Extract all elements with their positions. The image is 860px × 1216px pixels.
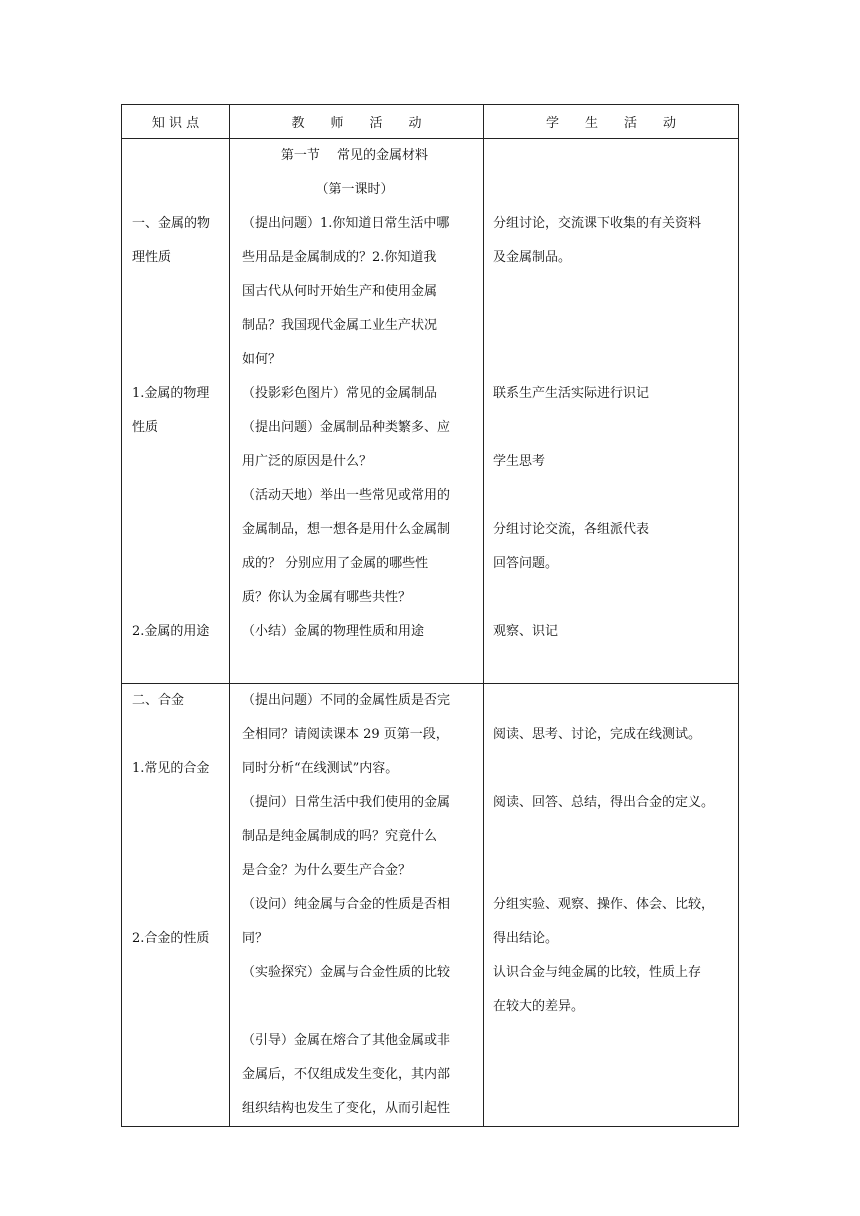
- text-line: [122, 547, 229, 581]
- text-line: [484, 684, 738, 718]
- text-line: [484, 1024, 738, 1058]
- text-line: 分组讨论交流，各组派代表: [493, 522, 650, 537]
- text-line: [122, 1092, 229, 1126]
- text-line: [484, 309, 738, 343]
- text-line: [122, 1024, 229, 1058]
- text-line: [122, 139, 229, 173]
- text-line: 金属后，不仅组成发生变化，其内部: [242, 1067, 451, 1082]
- text-line: 第一节 常见的金属材料: [280, 148, 429, 163]
- teacher-activity-cell: [230, 684, 484, 1127]
- text-line: 质？你认为金属有哪些共性？: [242, 590, 412, 605]
- text-line: （实验探究）金属与合金性质的比较: [242, 965, 451, 980]
- text-line: 回答问题。: [493, 556, 559, 571]
- text-line: 如何？: [242, 352, 282, 367]
- text-line: 得出结论。: [493, 931, 559, 946]
- text-line: 二、合金: [132, 693, 185, 708]
- text-line: 1.常见的合金: [132, 761, 210, 776]
- text-line: 全相同？请阅读课本 29 页第一段，: [242, 727, 449, 742]
- text-line: 2.金属的用途: [132, 624, 210, 639]
- text-line: 用广泛的原因是什么？: [242, 454, 373, 469]
- text-line: 性质: [132, 420, 159, 435]
- lesson-plan-table: [121, 104, 739, 1127]
- text-line: （提出问题）不同的金属性质是否完: [242, 693, 451, 708]
- text-line: [122, 820, 229, 854]
- text-line: [484, 581, 738, 615]
- text-line: 及金属制品。: [493, 250, 572, 265]
- text-line: [122, 1058, 229, 1092]
- text-line: 金属制品，想一想各是用什么金属制: [242, 522, 451, 537]
- text-line: [122, 990, 229, 1024]
- header-student-activity: 学 生 活 动: [484, 105, 739, 139]
- text-line: [122, 275, 229, 309]
- text-line: [484, 1058, 738, 1092]
- text-line: 联系生产生活实际进行识记: [493, 386, 650, 401]
- text-line: [484, 343, 738, 377]
- text-line: （小结）金属的物理性质和用途: [242, 624, 425, 639]
- text-line: 是合金？为什么要生产合金？: [242, 863, 412, 878]
- text-line: （第一课时）: [315, 182, 394, 197]
- text-line: 制品？我国现代金属工业生产状况: [242, 318, 438, 333]
- text-line: 认识合金与纯金属的比较，性质上存: [493, 965, 702, 980]
- text-line: [122, 854, 229, 888]
- table-header-row: [122, 105, 739, 139]
- knowledge-point-cell: [122, 684, 230, 1127]
- text-line: [484, 854, 738, 888]
- text-line: 理性质: [132, 250, 172, 265]
- text-line: [122, 581, 229, 615]
- text-line: [122, 513, 229, 547]
- text-line: 学生思考: [493, 454, 546, 469]
- text-line: 同时分析“在线测试”内容。: [242, 761, 399, 776]
- text-line: [484, 1092, 738, 1126]
- text-line: 观察、识记: [493, 624, 559, 639]
- text-line: （设问）纯金属与合金的性质是否相: [242, 897, 451, 912]
- text-line: 分组实验、观察、操作、体会、比较，: [493, 897, 715, 912]
- text-line: 些用品是金属制成的？2.你知道我: [242, 250, 437, 265]
- text-line: 阅读、回答、总结，得出合金的定义。: [493, 795, 715, 810]
- text-line: [122, 786, 229, 820]
- table-row: [122, 684, 739, 1127]
- text-line: [122, 718, 229, 752]
- text-line: （提出问题）1.你知道日常生活中哪: [242, 216, 450, 231]
- text-line: （提出问题）金属制品种类繁多、应: [242, 420, 451, 435]
- student-activity-cell: [484, 139, 739, 684]
- text-line: [122, 956, 229, 990]
- text-line: [122, 445, 229, 479]
- teacher-activity-cell: [230, 139, 484, 684]
- text-line: [122, 173, 229, 207]
- text-line: [122, 479, 229, 513]
- text-line: [122, 343, 229, 377]
- header-knowledge-point: 知 识 点: [122, 105, 230, 139]
- text-line: [484, 820, 738, 854]
- text-line: [122, 309, 229, 343]
- text-line: 制品是纯金属制成的吗？究竟什么: [242, 829, 438, 844]
- text-line: （引导）金属在熔合了其他金属或非: [242, 1033, 451, 1048]
- text-line: 国古代从何时开始生产和使用金属: [242, 284, 438, 299]
- text-line: [230, 990, 483, 1024]
- text-line: （活动天地）举出一些常见或常用的: [242, 488, 451, 503]
- text-line: （提问）日常生活中我们使用的金属: [242, 795, 451, 810]
- text-line: [484, 411, 738, 445]
- text-line: 阅读、思考、讨论，完成在线测试。: [493, 727, 702, 742]
- text-line: 组织结构也发生了变化，从而引起性: [242, 1101, 451, 1116]
- text-line: [484, 139, 738, 173]
- text-line: 成的？ 分别应用了金属的哪些性: [242, 556, 429, 571]
- text-line: 一、金属的物: [132, 216, 211, 231]
- text-line: 1.金属的物理: [132, 386, 210, 401]
- text-line: [484, 479, 738, 513]
- text-line: [122, 888, 229, 922]
- text-line: 在较大的差异。: [493, 999, 585, 1014]
- text-line: 分组讨论，交流课下收集的有关资料: [493, 216, 702, 231]
- text-line: （投影彩色图片）常见的金属制品: [242, 386, 438, 401]
- text-line: [484, 275, 738, 309]
- table-row: [122, 139, 739, 684]
- student-activity-cell: [484, 684, 739, 1127]
- knowledge-point-cell: [122, 139, 230, 684]
- text-line: [122, 649, 229, 683]
- text-line: 2.合金的性质: [132, 931, 210, 946]
- text-line: 同？: [242, 931, 269, 946]
- text-line: [484, 173, 738, 207]
- text-line: [484, 752, 738, 786]
- header-teacher-activity: 教 师 活 动: [230, 105, 484, 139]
